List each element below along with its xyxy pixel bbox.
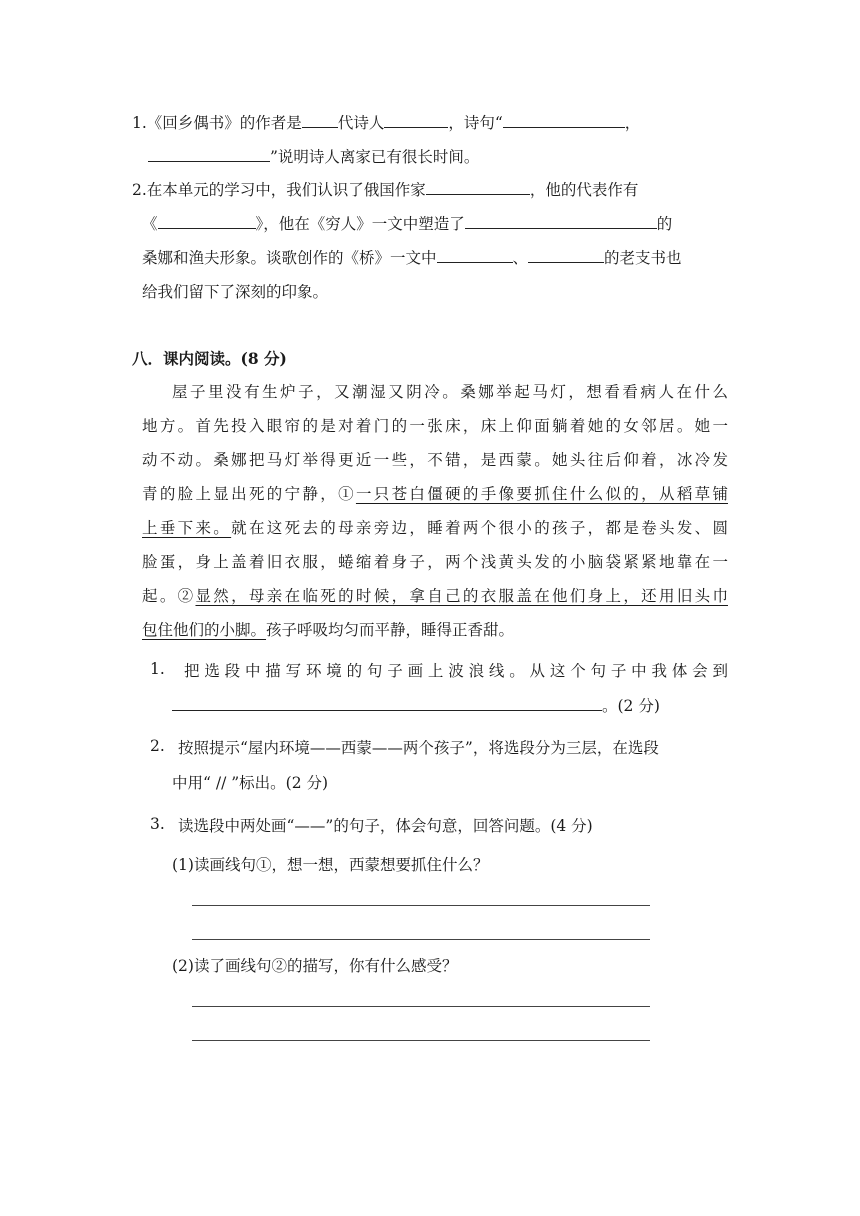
question-2-text-h: 的老支书也: [604, 249, 682, 267]
passage-line-6: 脸蛋，身上盖着旧衣服，蜷缩着身子，两个浅黄头发的小脑袋紧紧地靠在一: [142, 553, 728, 571]
sub-question-2-text-b: 中用“ // ”标出。(2 分): [172, 774, 329, 792]
blank-author[interactable]: [426, 179, 530, 195]
passage-line-8-b: 孩子呼吸均匀而平静，睡得正香甜。: [266, 621, 515, 639]
question-2-line-4: [142, 281, 328, 303]
question-1-text-a: 《回乡偶书》的作者是: [146, 114, 302, 132]
passage-line-8: [142, 619, 514, 641]
sub-question-3-number: 3.: [150, 815, 165, 833]
section-8-title: 八．课内阅读。(8 分): [132, 349, 287, 368]
blank-poet[interactable]: [384, 112, 448, 128]
question-2-text-a: 在本单元的学习中，我们认识了俄国作家: [146, 181, 426, 199]
sub-question-3-part-2: (2)读了画线句②的描写，你有什么感受？: [172, 957, 458, 975]
sub-question-2-text-a: 按照提示“屋内环境——西蒙——两个孩子”，将选段分为三层，在选段: [178, 739, 659, 757]
passage-line-7-a: 起。②: [142, 587, 196, 605]
question-2-text-e: 的: [656, 215, 673, 233]
underlined-sentence-1-part-2: 上垂下来。: [142, 519, 232, 537]
sub-question-1-number: 1.: [150, 660, 165, 678]
question-1-line-1: [132, 112, 640, 134]
blank-trait-2[interactable]: [528, 247, 604, 263]
passage-line-1: 屋子里没有生炉子，又潮湿又阴冷。桑娜举起马灯，想看看病人在什么: [172, 383, 728, 401]
blank-environment-feeling[interactable]: [172, 695, 602, 711]
blank-masterpiece[interactable]: [158, 213, 256, 229]
sub-question-2-number: 2.: [150, 737, 165, 755]
question-1-text-b: 代诗人: [337, 114, 385, 132]
passage-line-3: 动不动。桑娜把马灯举得更近一些，不错，是西蒙。她头往后仰着，冰冷发: [142, 451, 728, 469]
passage-line-7: [142, 585, 728, 607]
question-1-text-c: ，诗句“: [448, 114, 503, 132]
underlined-sentence-2-part-2: 包住他们的小脚。: [142, 621, 267, 639]
passage-line-4: [142, 483, 728, 505]
passage-line-4-a: 青的脸上显出死的宁静，①: [142, 485, 356, 503]
passage-line-5-b: 就在这死去的母亲旁边，睡着两个很小的孩子，都是卷头发、圆: [231, 519, 728, 537]
blank-verse-1[interactable]: [503, 112, 625, 128]
question-1-text-e: ”说明诗人离家已有很长时间。: [270, 148, 480, 166]
blank-image-description[interactable]: [465, 213, 657, 229]
question-2-text-i: 给我们留下了深刻的印象。: [142, 283, 329, 301]
question-2-text-c: 《: [142, 215, 158, 233]
question-2-text-g: 、: [512, 249, 529, 267]
question-1-text-d: ，: [624, 114, 641, 132]
answer-line-3[interactable]: [192, 1006, 650, 1007]
answer-line-4[interactable]: [192, 1040, 650, 1041]
blank-dynasty[interactable]: [302, 112, 338, 128]
answer-line-1[interactable]: [192, 905, 650, 906]
blank-verse-2[interactable]: [148, 146, 270, 162]
sub-question-1-score: 。(2 分): [602, 697, 660, 715]
blank-trait-1[interactable]: [437, 247, 513, 263]
question-2-line-2: [142, 213, 672, 235]
question-2-text-f: 桑娜和渔夫形象。谈歌创作的《桥》一文中: [142, 249, 437, 267]
sub-question-1-answer-line: [172, 695, 660, 717]
sub-question-3-part-1: (1)读画线句①，想一想，西蒙想要抓住什么？: [172, 856, 489, 874]
question-1-line-2: [148, 146, 479, 168]
question-1-number: 1.: [132, 114, 147, 132]
passage-line-5: [142, 517, 728, 539]
sub-question-3-text: 读选段中两处画“——”的句子，体会句意，回答问题。(4 分): [178, 817, 593, 835]
underlined-sentence-1-part-1: 一只苍白僵硬的手像要抓住什么似的，从稻草铺: [355, 485, 728, 503]
question-2-line-1: [132, 179, 638, 201]
sub-question-1-text: 把选段中描写环境的句子画上波浪线。从这个句子中我体会到: [184, 662, 728, 680]
answer-line-2[interactable]: [192, 939, 650, 940]
question-2-text-b: ，他的代表作有: [529, 181, 639, 199]
question-2-line-3: [142, 247, 682, 269]
question-2-text-d: 》，他在《穷人》一文中塑造了: [255, 215, 465, 233]
passage-line-2: 地方。首先投入眼帘的是对着门的一张床，床上仰面躺着她的女邻居。她一: [142, 417, 728, 435]
underlined-sentence-2-part-1: 显然，母亲在临死的时候，拿自己的衣服盖在他们身上，还用旧头巾: [195, 587, 728, 605]
question-2-number: 2.: [132, 181, 147, 199]
